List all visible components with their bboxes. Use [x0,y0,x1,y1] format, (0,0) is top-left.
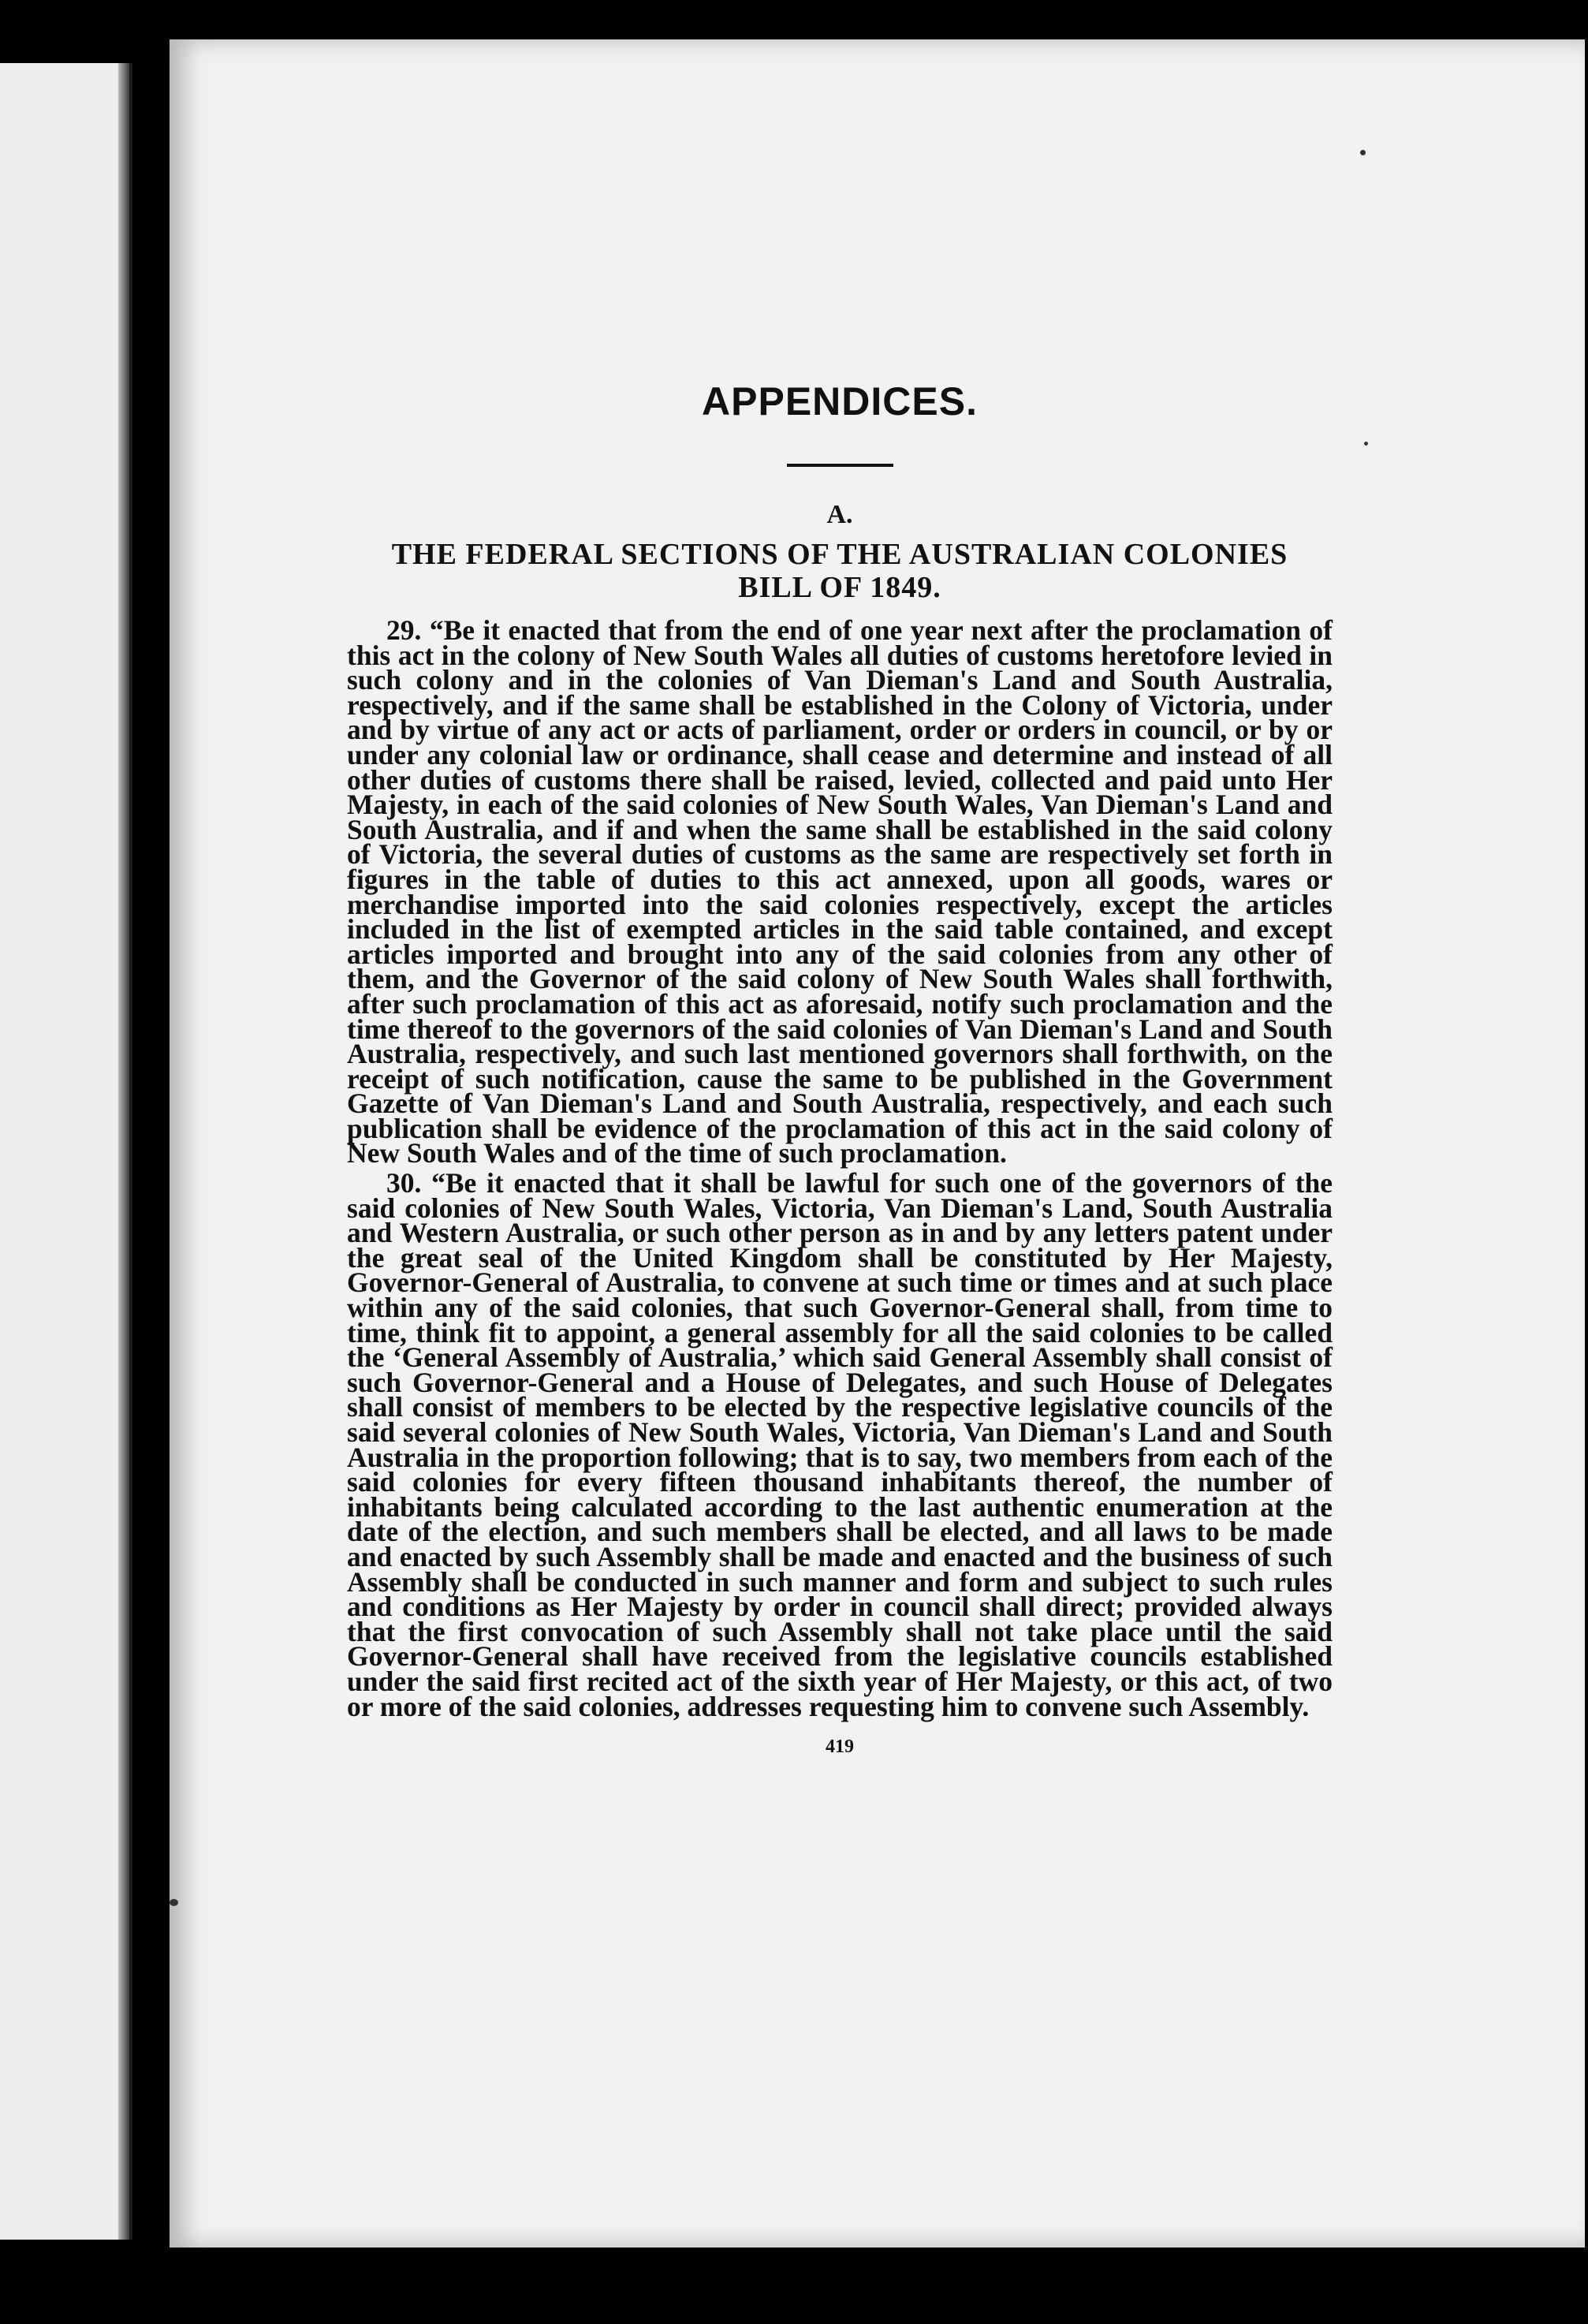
section-title-line: BILL OF 1849. [738,571,941,604]
section-number: 30. [386,1167,422,1199]
gutter-shadow [118,63,129,2240]
paragraph-text: “Be it enacted that from the end of one year next after the proclamation of this act in the colony of New South Wales all duties of customs heretofore levied in such colony and in the colonies of Van Dieman's Land and South Australia, respectively, and if the same shall be established in the Colony of Victoria, under and by virtue of any act or acts of parliament, order or orders in council, or by or under any colonial law or ordinance, shall cease and determine and instead of all other duties of customs there shall be raised, levied, collected and paid unto Her Majesty, in each of the said colonies of New South Wales, Van Dieman's Land and South Australia, and if and when the same shall be established in the said colony of Victoria, the several duties of customs as the same are respectively set forth in figures in the table of duties to this act annexed, upon all goods, wares or merchandise imported into the said colonies respectively, except the articles included in the list of exempted articles in the said table contained, and except articles imported and brought into any of the said colonies from any other of them, and the Governor of the said colony of New South Wales shall forthwith, after such proclamation of this act as aforesaid, notify such proclamation and the time thereof to the governors of the said colonies of Van Dieman's Land and South Australia, respectively, and such last mentioned governors shall forthwith, on the receipt of such notification, cause the same to be published in the Government Gazette of Van Dieman's Land and South Australia, respectively, and each such publication shall be evidence of the proclamation of this act in the said colony of New South Wales and of the time of such proclamation. [347,614,1333,1169]
appendix-letter: A. [826,500,853,529]
stray-mark [1364,442,1368,446]
page-number: 419 [826,1736,854,1758]
paragraph-section-29 [347,614,1333,1169]
section-title [347,538,1333,604]
paragraph-text: “Be it enacted that it shall be lawful for such one of the governors of the said colonies of New South Wales, Victoria, Van Dieman's Land, South Australia and Western Australia, or such other person as in and by any letters patent under the great seal of the United Kingdom shall be constituted by Her Majesty, Governor-General of Australia, to convene at such time or times and at such place within any of the said colonies, that such Governor-General shall, from time to time, think fit to appoint, a general assembly for all the said colonies to be called the ‘General Assembly of Australia,’ which said General Assembly shall consist of such Governor-General and a House of Delegates, and such House of Delegates shall consist of members to be elected by the respective legislative councils of the said several colonies of New South Wales, Victoria, Van Dieman's Land and South Australia in the proportion following; that is to say, two members from each of the said colonies for every fifteen thousand inhabitants thereof, the number of inhabitants being calculated according to the last authentic enumeration at the date of the election, and such members shall be elected, and all laws to be made and enacted by such Assembly shall be made and enacted and the business of such Assembly shall be conducted in such manner and form and subject to such rules and conditions as Her Majesty by order in council shall direct; provided always that the first convocation of such Assembly shall not take place until the said Governor-General shall have received from the legislative councils established under the said first recited act of the sixth year of Her Majesty, or this act, of two or more of the said colonies, addresses requesting him to convene such Assembly. [347,1167,1333,1722]
page-heading: APPENDICES. [702,379,978,423]
margin-dot [170,1899,178,1906]
left-page-edge [0,63,132,2240]
stray-mark [1360,150,1366,155]
title-rule [787,464,893,467]
section-title-line: THE FEDERAL SECTIONS OF THE AUSTRALIAN COLONIES [391,538,1288,571]
section-number: 29. [386,614,422,646]
paragraph-section-30 [347,1167,1333,1722]
page-text [347,379,1333,1758]
